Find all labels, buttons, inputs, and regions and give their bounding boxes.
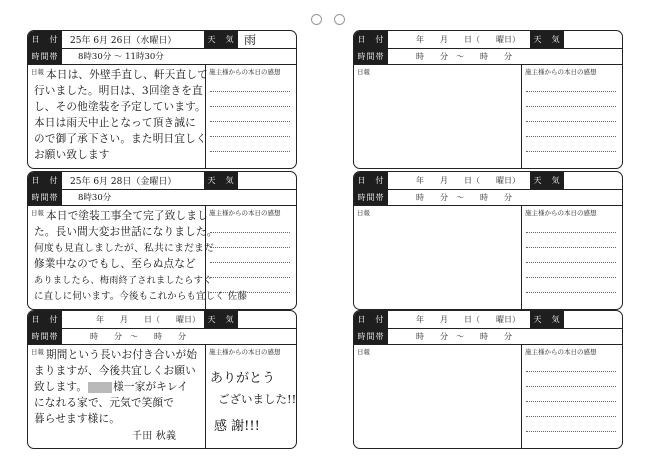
redacted-name: [88, 382, 112, 393]
diary-line: に直しに伺います。今後もこれからも宜しく 佐藤: [34, 291, 248, 302]
report-card-3: [27, 310, 297, 449]
diary-line: た。長い間大変お世話になりました。: [34, 226, 218, 238]
eval-label: 施主様からの本日の感想: [525, 68, 597, 76]
weather-value: 雨: [244, 33, 257, 47]
diary-label: 日報: [31, 209, 44, 217]
time-label: 時間帯: [28, 189, 62, 205]
report-card-1: [27, 30, 297, 169]
diary-line: 本日は雨天中止となって頂き誠に: [34, 117, 196, 129]
time-label: 時間帯: [28, 48, 62, 64]
date-label: 日 付: [28, 311, 62, 328]
column-divider: [521, 64, 522, 168]
diary-label: 日報: [357, 348, 370, 356]
time-blank: 時 分 〜 時 分: [416, 51, 512, 61]
date-value: 25年 6月 28日（金曜日）: [70, 177, 177, 187]
diary-label: 日報: [31, 68, 44, 76]
weather-label: 天 気: [204, 172, 238, 189]
diary-line: ありましたら、梅雨終了されましたらすぐ: [34, 275, 213, 286]
diary-label: 日報: [31, 348, 44, 356]
column-divider: [521, 205, 522, 309]
time-label: 時間帯: [354, 48, 388, 64]
diary-label: 日報: [357, 68, 370, 76]
diary-line: 期間という長いお付き合いが始: [46, 349, 198, 361]
date-label: 日 付: [354, 31, 388, 48]
thanks-line: 感 謝!!!: [214, 419, 260, 434]
blank-card-3: [353, 310, 623, 449]
diary-line: 本日は、外壁手直し、軒天直して: [46, 69, 208, 81]
diary-line: お願い致します: [34, 149, 110, 161]
column-divider: [205, 344, 206, 448]
eval-label: 施主様からの本日の感想: [209, 209, 281, 217]
binder-hole-left: [311, 14, 322, 25]
date-blank: 年 月 日（ 曜日）: [96, 315, 200, 324]
diary-line: 本日で塗装工事全て完了致しまし: [46, 210, 208, 222]
binder-hole-right: [334, 14, 345, 25]
date-blank: 年 月 日（ 曜日）: [416, 176, 520, 185]
eval-label: 施主様からの本日の感想: [525, 209, 597, 217]
blank-card-1: [353, 30, 623, 169]
date-label: 日 付: [28, 31, 62, 48]
column-divider: [521, 344, 522, 448]
diary-line: ので御了承下さい。また明日宜しく: [34, 133, 207, 145]
diary-line: 何度も見直しましたが、私共にまだまだ: [34, 243, 214, 254]
thanks-line: ございました!!: [218, 392, 297, 406]
eval-label: 施主様からの本日の感想: [525, 348, 597, 356]
date-label: 日 付: [28, 172, 62, 189]
date-blank: 年 月 日（ 曜日）: [416, 315, 520, 324]
weather-label: 天 気: [204, 31, 238, 48]
weather-label: 天 気: [530, 31, 564, 48]
diary-line: 致します。 様一家がキレイ: [34, 381, 189, 393]
weather-label: 天 気: [530, 172, 564, 189]
eval-label: 施主様からの本日の感想: [209, 348, 281, 356]
weather-label: 天 気: [204, 311, 238, 328]
diary-label: 日報: [357, 209, 370, 217]
time-label: 時間帯: [354, 328, 388, 344]
time-label: 時間帯: [354, 189, 388, 205]
time-value: 8時30分 〜 11時30分: [78, 52, 164, 62]
thanks-line: ありがとう: [210, 371, 276, 386]
time-blank: 時 分 〜 時 分: [416, 331, 512, 341]
time-value: 8時30分: [78, 193, 112, 203]
diary-line: になれる家で、元気で笑顔で: [34, 397, 175, 409]
time-blank: 時 分 〜 時 分: [416, 192, 512, 202]
blank-card-2: [353, 171, 623, 310]
eval-label: 施主様からの本日の感想: [209, 68, 281, 76]
time-blank: 時 分 〜 時 分: [90, 331, 186, 341]
diary-line: 暮らせます様に。: [34, 413, 121, 425]
report-card-2: [27, 171, 297, 310]
date-label: 日 付: [354, 311, 388, 328]
date-blank: 年 月 日（ 曜日）: [416, 35, 520, 44]
date-value: 25年 6月 26日（水曜日）: [70, 36, 177, 46]
time-label: 時間帯: [28, 328, 62, 344]
diary-line: 修業中なのでもし、至らぬ点など: [34, 258, 196, 270]
date-label: 日 付: [354, 172, 388, 189]
diary-line: まりますが、今後共宜しくお願い: [34, 365, 196, 377]
weather-label: 天 気: [530, 311, 564, 328]
signature: 千田 秋義: [132, 431, 177, 442]
diary-line: し、その他塗装を予定しています。: [34, 101, 206, 113]
diary-line: 行いました。明日は、3回塗きを直: [34, 85, 203, 97]
